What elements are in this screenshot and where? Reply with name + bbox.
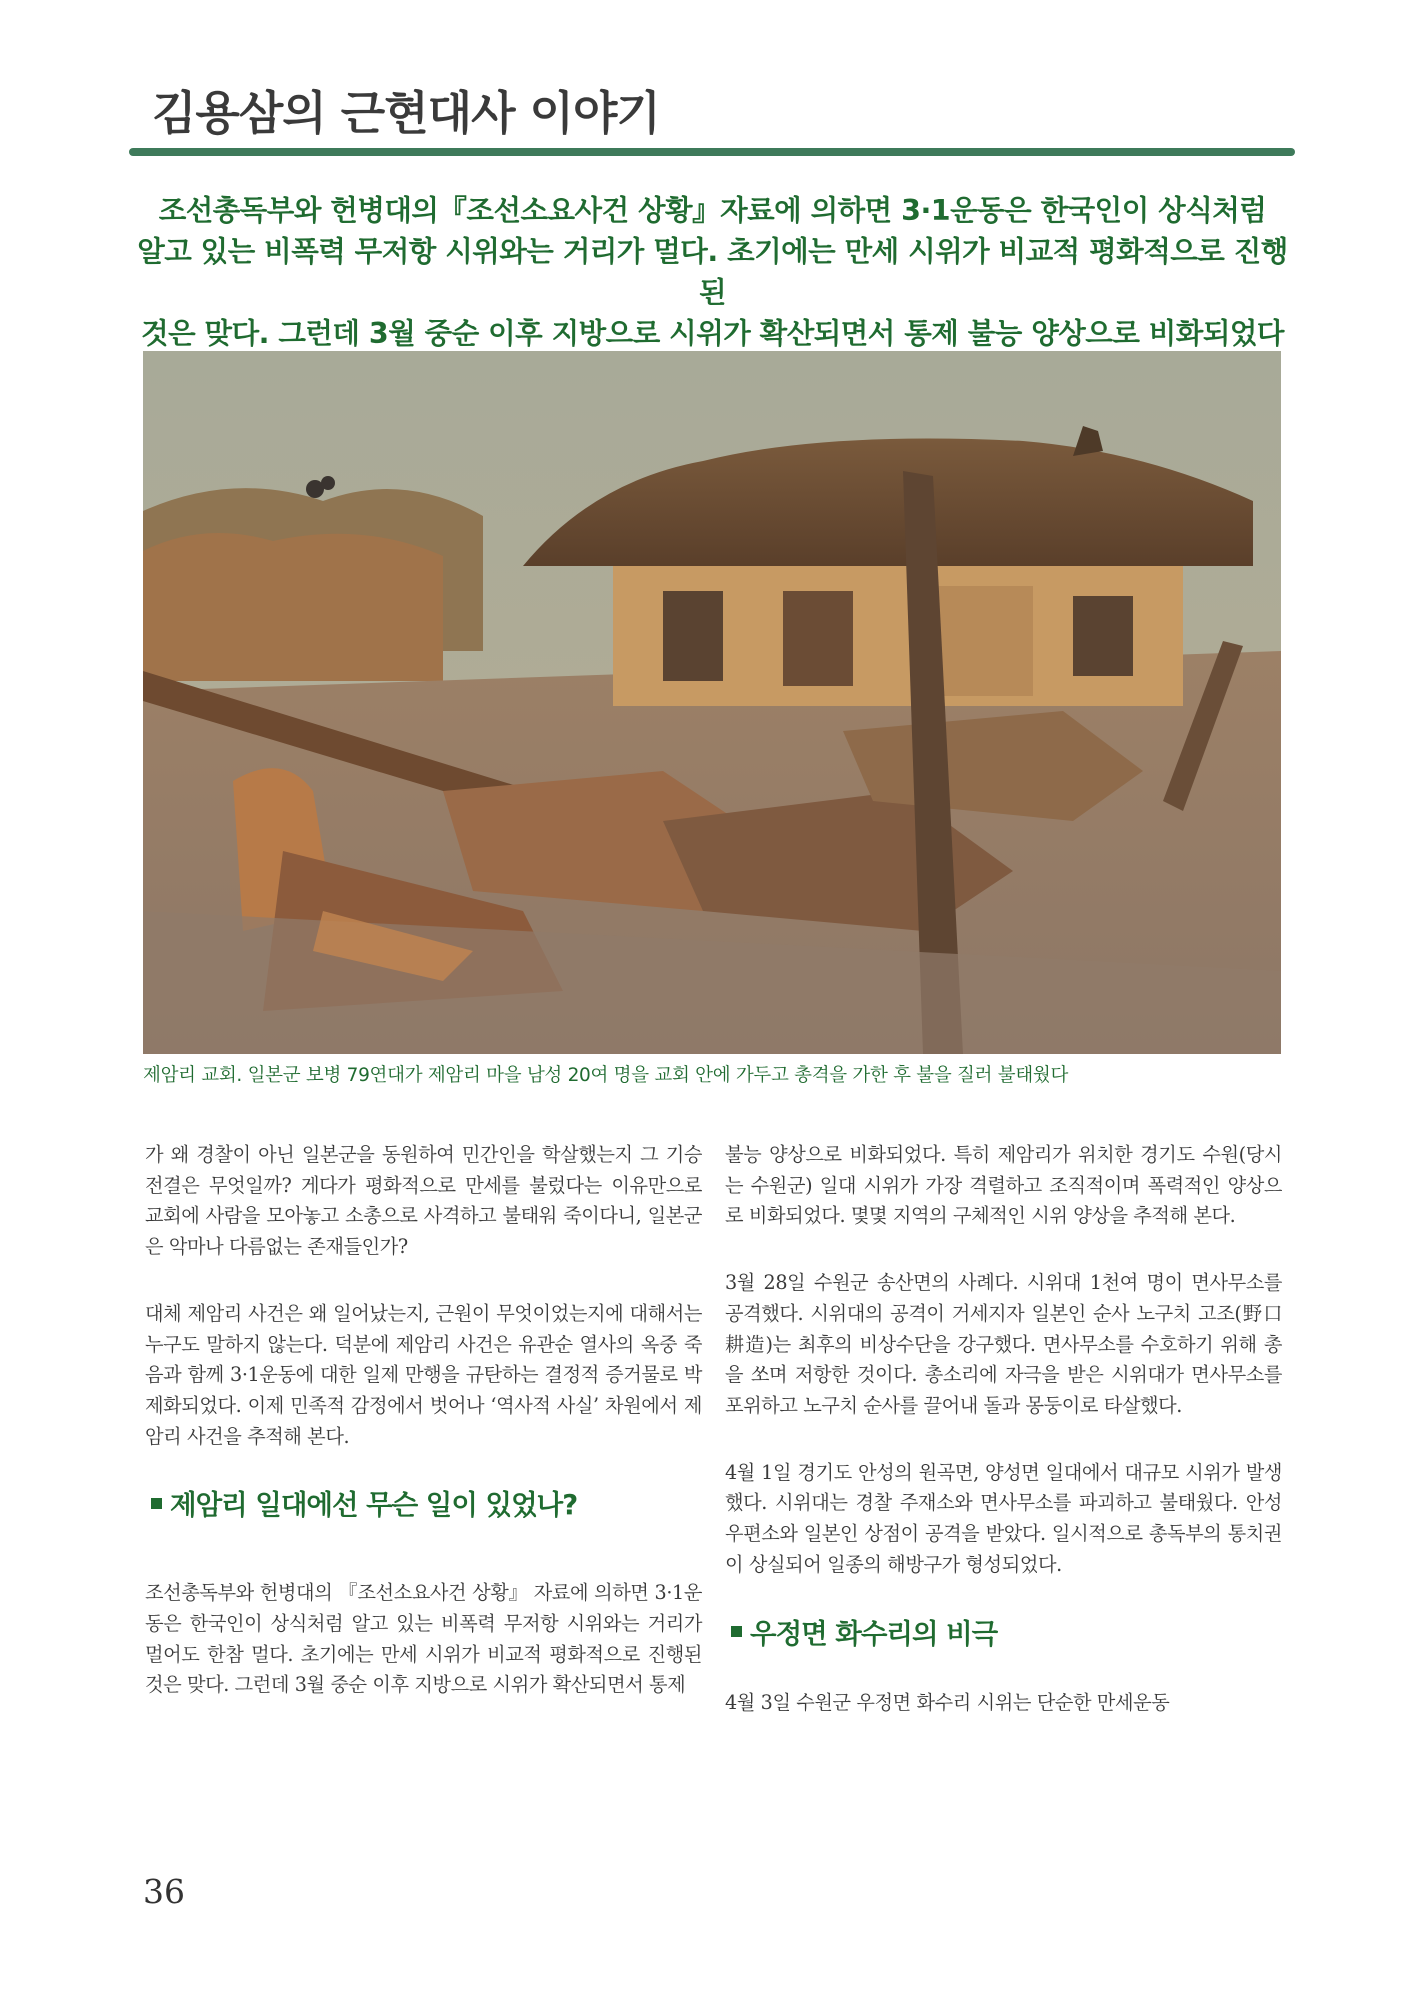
lead-line: 것은 맞다. 그런데 3월 중순 이후 지방으로 시위가 확산되면서 통제 불능 양상으로 비화되었다 — [141, 317, 1284, 351]
paragraph: 불능 양상으로 비화되었다. 특히 제암리가 위치한 경기도 수원(당시는 수원군) 일대 시위가 가장 격렬하고 조직적이며 폭력적인 양상으로 비화되었다. 몇몇 지역의 구체적인 시위 양상을 추적해 본다. — [725, 1143, 1282, 1228]
body-column-right — [725, 1140, 1282, 1719]
paragraph: 3월 28일 수원군 송산면의 사례다. 시위대 1천여 명이 면사무소를 공격했다. 시위대의 공격이 거세지자 일본인 순사 노구치 고조(野口耕造)는 최후의 비상수단을 강구했다. 면사무소를 수호하기 위해 총을 쏘며 저항한 것이다. 총소리에 자극을 받은 시위대가 면사무소를 포위하고 노구치 순사를 끌어내 돌과 몽둥이로 타살했다. — [725, 1271, 1282, 1418]
paragraph: 가 왜 경찰이 아닌 일본군을 동원하여 민간인을 학살했는지 그 기승전결은 무엇일까? 게다가 평화적으로 만세를 불렀다는 이유만으로 교회에 사람을 모아놓고 소총으로 사격하고 불태워 죽이다니, 일본군은 악마나 다름없는 존재들인가? — [145, 1143, 702, 1259]
lead-summary — [130, 190, 1295, 354]
paragraph: 4월 3일 수원군 우정면 화수리 시위는 단순한 만세운동 — [725, 1691, 1170, 1715]
lead-line: 알고 있는 비폭력 무저항 시위와는 거리가 멀다. 초기에는 만세 시위가 비교적 평화적으로 진행된 — [137, 235, 1288, 310]
header-divider — [129, 148, 1295, 156]
paragraph: 4월 1일 경기도 안성의 원곡면, 양성면 일대에서 대규모 시위가 발생했다. 시위대는 경찰 주재소와 면사무소를 파괴하고 불태웠다. 안성 우편소와 일본인 상점이 공격을 받았다. 일시적으로 총독부의 통치권이 상실되어 일종의 해방구가 형성되었다. — [725, 1460, 1282, 1576]
square-bullet-icon — [151, 1498, 162, 1509]
section-heading — [731, 1617, 1282, 1653]
paragraph: 대체 제암리 사건은 왜 일어났는지, 근원이 무엇이었는지에 대해서는 누구도 말하지 않는다. 덕분에 제암리 사건은 유관순 열사의 옥중 죽음과 함께 3·1운동에 대한 일제 만행을 규탄하는 결정적 증거물로 박제화되었다. 이제 민족적 감정에서 벗어나 ‘역사적 사실’ 차원에서 제암리 사건을 추적해 본다. — [145, 1301, 702, 1448]
lead-line: 조선총독부와 헌병대의『조선소요사건 상황』자료에 의하면 3·1운동은 한국인이 상식처럼 — [158, 194, 1267, 227]
magazine-section-title: 김용삼의 근현대사 이야기 — [152, 86, 660, 140]
paragraph: 조선총독부와 헌병대의 『조선소요사건 상황』 자료에 의하면 3·1운동은 한국인이 상식처럼 알고 있는 비폭력 무저항 시위와는 거리가 멀어도 한참 멀다. 초기에는 만세 시위가 비교적 평화적으로 진행된 것은 맞다. 그런데 3월 중순 이후 지방으로 시위가 확산되면서 통제 — [145, 1581, 702, 1697]
section-heading — [151, 1488, 702, 1524]
square-bullet-icon — [731, 1626, 742, 1637]
section-heading-text: 우정면 화수리의 비극 — [750, 1617, 998, 1650]
jeamri-church-ruins-photo — [143, 351, 1281, 1054]
photo-caption: 제암리 교회. 일본군 보병 79연대가 제암리 마을 남성 20여 명을 교회 안에 가두고 총격을 가한 후 불을 질러 불태웠다 — [143, 1065, 1069, 1086]
page-number: 36 — [143, 1872, 185, 1911]
section-heading-text: 제암리 일대에선 무슨 일이 있었나? — [170, 1489, 578, 1522]
body-column-left — [145, 1140, 702, 1701]
